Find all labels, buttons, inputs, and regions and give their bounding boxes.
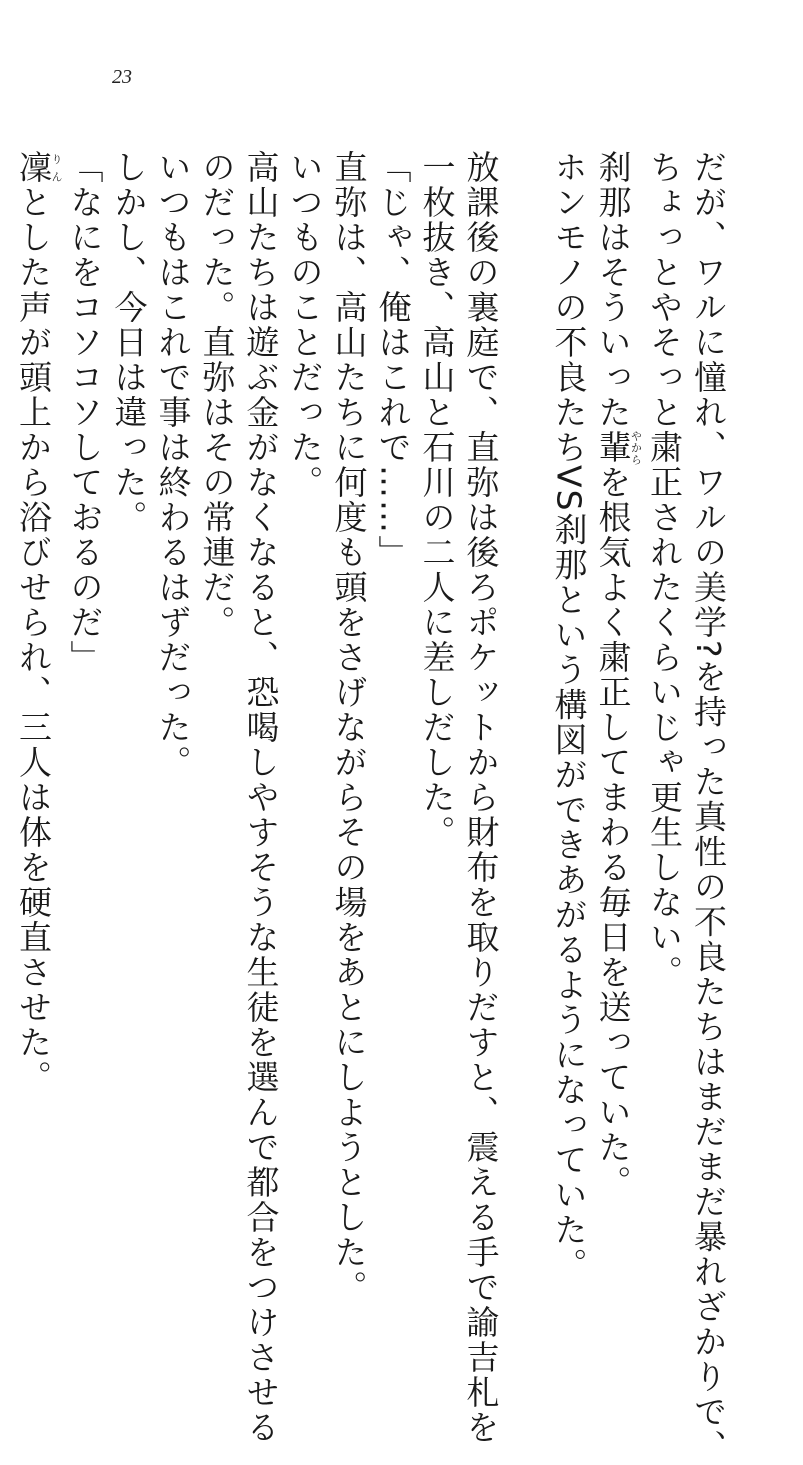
text-line: いつもはこれで事は終わるはずだった。	[153, 150, 193, 780]
novel-text	[14, 150, 730, 1465]
page-number: 23	[112, 66, 132, 88]
ruby-rin: 凜りん	[14, 150, 63, 185]
text-line: 刹那はそういった輩やからを根気よく粛正してまわる毎日を送っていた。	[593, 150, 643, 1200]
text-line: だが、ワルに憧れ、ワルの美学?を持った真性の不良たちはまだまだ暴れざかりで、	[689, 150, 728, 1465]
text-line: 一枚抜き、高山と石川の二人に差しだした。	[417, 150, 457, 850]
text-line: ちょっとやそっと粛正されたくらいじゃ更生しない。	[645, 150, 684, 990]
text-line: 高山たちは遊ぶ金がなくなると、恐喝しやすそうな生徒を選んで都合をつけさせる	[241, 150, 281, 1445]
text-line: 凜りんとした声が頭上から浴びせられ、三人は体を硬直させた。	[14, 150, 63, 1095]
text-line: 放課後の裏庭で、直弥は後ろポケットから財布を取りだすと、震える手で諭吉札を	[461, 150, 501, 1445]
text-line: しかし、今日は違った。	[109, 150, 149, 535]
text-line: 「なにをコソコソしておるのだ」	[65, 150, 105, 675]
text-line: ホンモノの不良たちVS刹那という構図ができあがるようになっていた。	[549, 150, 589, 1283]
text-line: 直弥は、高山たちに何度も頭をさげながらその場をあとにしようとした。	[329, 150, 369, 1305]
text-line: 「じゃ、俺はこれで……」	[373, 150, 413, 570]
paragraph-break	[503, 150, 547, 1150]
ruby-yakara: 輩やから	[593, 430, 643, 465]
text-line: いつものことだった。	[285, 150, 325, 500]
text-line: のだった。直弥はその常連だ。	[197, 150, 237, 640]
